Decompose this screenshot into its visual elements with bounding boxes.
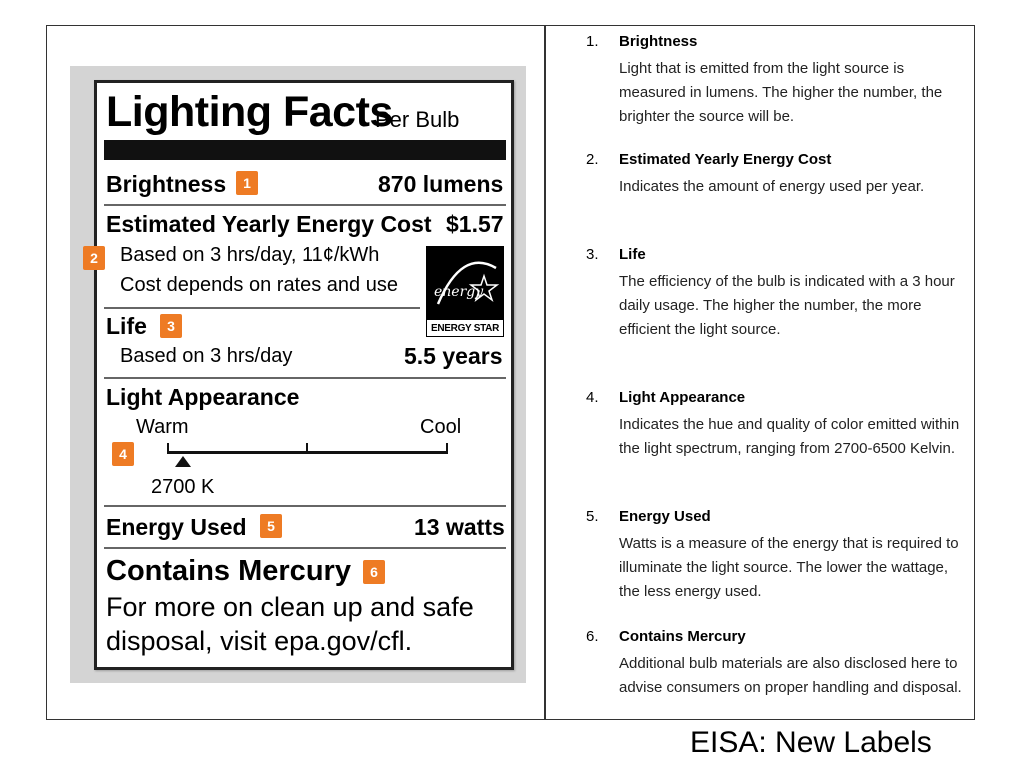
list-number: 3.	[586, 246, 599, 263]
badge-2: 2	[83, 246, 105, 270]
life-sub: Based on 3 hrs/day	[120, 345, 293, 367]
energy-star-logo	[426, 246, 504, 337]
list-description: Light that is emitted from the light source is measured in lumens. The higher the number, the brighter the source will be.	[619, 60, 943, 125]
mercury-line-1: For more on clean up and safe	[106, 592, 474, 622]
badge-3: 3	[160, 314, 182, 338]
slide-title: EISA: New Labels	[690, 726, 932, 759]
list-number: 6.	[586, 628, 599, 645]
scale-pointer	[175, 456, 191, 467]
badge-1: 1	[236, 171, 258, 195]
scale-cool-label: Cool	[420, 416, 462, 438]
list-number: 5.	[586, 508, 599, 525]
energy-used-label: Energy Used	[106, 514, 247, 540]
cost-label: Estimated Yearly Energy Cost	[106, 211, 432, 237]
list-heading: Estimated Yearly Energy Cost	[619, 151, 832, 168]
list-description: Indicates the hue and quality of color emitted within the light spectrum, ranging from 2700-6500 Kelvin.	[619, 416, 960, 457]
life-label: Life	[106, 313, 147, 339]
list-number: 1.	[586, 33, 599, 50]
cost-line-2: Cost depends on rates and use	[120, 274, 398, 296]
kelvin-value: 2700 K	[151, 476, 215, 498]
mercury-label: Contains Mercury	[106, 555, 351, 587]
appearance-label: Light Appearance	[106, 384, 300, 410]
rule-3	[104, 377, 506, 379]
badge-4: 4	[112, 442, 134, 466]
list-heading: Contains Mercury	[619, 628, 746, 645]
column-divider	[544, 25, 546, 720]
list-description: Additional bulb materials are also disclosed here to advise consumers on proper handling and disposal.	[619, 655, 962, 696]
mercury-line-2: disposal, visit epa.gov/cfl.	[106, 626, 413, 656]
label-title: Lighting Facts	[106, 88, 393, 136]
energy-star-icon	[426, 246, 504, 319]
energy-star-script: energy	[434, 284, 484, 300]
rule-1	[104, 204, 506, 206]
list-heading: Energy Used	[619, 508, 711, 525]
scale-tick-end	[446, 443, 448, 454]
list-description: The efficiency of the bulb is indicated with a 3 hour daily usage. The higher the number, the more efficient the light source.	[619, 273, 955, 338]
rule-5	[104, 547, 506, 549]
brightness-label: Brightness	[106, 171, 227, 197]
cost-line-1: Based on 3 hrs/day, 11¢/kWh	[120, 244, 380, 266]
cost-value: $1.57	[446, 211, 504, 237]
energy-used-value: 13 watts	[414, 514, 505, 540]
energy-star-text: ENERGY STAR	[426, 319, 504, 337]
list-heading: Light Appearance	[619, 389, 746, 406]
badge-6: 6	[363, 560, 385, 584]
list-heading: Brightness	[619, 33, 698, 50]
rule-2	[104, 307, 420, 309]
list-number: 4.	[586, 389, 599, 406]
scale-tick-mid	[306, 443, 308, 454]
list-description: Indicates the amount of energy used per year.	[619, 178, 925, 195]
list-heading: Life	[619, 246, 646, 263]
list-description: Watts is a measure of the energy that is required to illuminate the light source. The lower the wattage, the less energy used.	[619, 535, 959, 600]
scale-tick-start	[167, 443, 169, 454]
scale-warm-label: Warm	[136, 416, 189, 438]
badge-5: 5	[260, 514, 282, 538]
label-per-bulb: Per Bulb	[375, 107, 460, 132]
title-bar	[104, 140, 506, 160]
brightness-value: 870 lumens	[378, 171, 504, 197]
rule-4	[104, 505, 506, 507]
list-number: 2.	[586, 151, 599, 168]
life-value: 5.5 years	[404, 343, 503, 369]
